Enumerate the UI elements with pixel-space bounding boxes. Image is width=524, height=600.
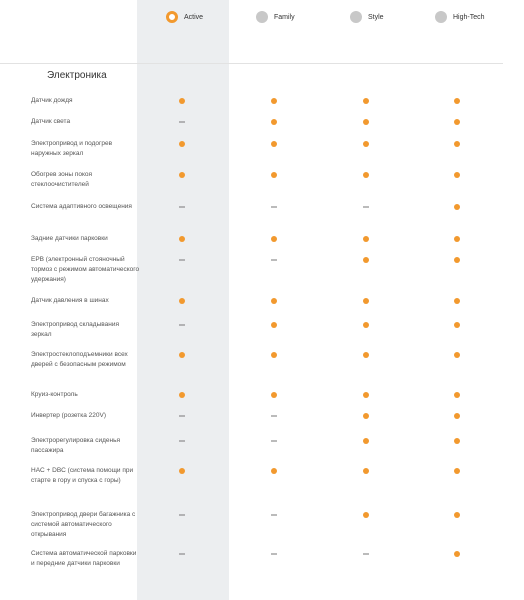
included-dot-icon — [271, 172, 277, 178]
feature-label: EPB (электронный стояночный тормоз с режимом автоматического удержания) — [31, 256, 140, 283]
included-dot-icon — [363, 413, 369, 419]
included-dot-icon — [454, 438, 460, 444]
not-included-dash-icon — [363, 207, 369, 208]
included-dot-icon — [179, 352, 185, 358]
feature-label: Обогрев зоны покоя стеклоочистителей — [31, 171, 93, 188]
included-dot-icon — [271, 298, 277, 304]
not-included-dash-icon — [179, 515, 185, 516]
feature-label: Электрорегулировка сиденья пассажира — [31, 437, 120, 454]
included-dot-icon — [179, 141, 185, 147]
feature-label: Электропривод и подогрев наружных зеркал — [31, 140, 113, 157]
included-dot-icon — [454, 468, 460, 474]
not-included-dash-icon — [271, 416, 277, 417]
included-dot-icon — [271, 468, 277, 474]
feature-label: HAC + DBC (система помощи при старте в гору и спуска с горы) — [31, 467, 134, 484]
trim-label-high-tech: High-Tech — [453, 13, 485, 21]
feature-label: Датчик дождя — [31, 97, 73, 104]
included-dot-icon — [454, 512, 460, 518]
included-dot-icon — [454, 298, 460, 304]
included-dot-icon — [363, 298, 369, 304]
not-included-dash-icon — [271, 441, 277, 442]
included-dot-icon — [271, 352, 277, 358]
included-dot-icon — [363, 119, 369, 125]
included-dot-icon — [454, 413, 460, 419]
not-included-dash-icon — [363, 554, 369, 555]
feature-label: Электростеклоподъемники всех дверей с безопасным режимом — [31, 351, 128, 368]
included-dot-icon — [271, 392, 277, 398]
feature-label: Датчик давления в шинах — [31, 297, 109, 304]
included-dot-icon — [363, 438, 369, 444]
feature-label: Система автоматической парковки и передние датчики парковки — [31, 550, 137, 567]
included-dot-icon — [363, 352, 369, 358]
included-dot-icon — [363, 392, 369, 398]
not-included-dash-icon — [179, 260, 185, 261]
not-included-dash-icon — [179, 325, 185, 326]
included-dot-icon — [271, 119, 277, 125]
not-included-dash-icon — [271, 554, 277, 555]
included-dot-icon — [454, 257, 460, 263]
included-dot-icon — [363, 468, 369, 474]
not-included-dash-icon — [271, 515, 277, 516]
included-dot-icon — [363, 141, 369, 147]
included-dot-icon — [454, 551, 460, 557]
trim-label-style: Style — [368, 13, 384, 21]
included-dot-icon — [363, 512, 369, 518]
included-dot-icon — [179, 468, 185, 474]
included-dot-icon — [454, 98, 460, 104]
feature-label: Система адаптивного освещения — [31, 203, 132, 210]
included-dot-icon — [179, 236, 185, 242]
included-dot-icon — [454, 392, 460, 398]
included-dot-icon — [179, 98, 185, 104]
feature-label: Датчик света — [31, 118, 71, 125]
included-dot-icon — [179, 172, 185, 178]
included-dot-icon — [363, 257, 369, 263]
trim-label-family: Family — [274, 13, 295, 21]
feature-label: Круиз-контроль — [31, 391, 78, 398]
feature-label: Задние датчики парковки — [31, 235, 108, 242]
included-dot-icon — [271, 98, 277, 104]
not-included-dash-icon — [179, 122, 185, 123]
not-included-dash-icon — [179, 416, 185, 417]
feature-label: Электропривод складывания зеркал — [31, 321, 119, 338]
included-dot-icon — [363, 172, 369, 178]
included-dot-icon — [271, 236, 277, 242]
not-included-dash-icon — [179, 207, 185, 208]
not-included-dash-icon — [271, 207, 277, 208]
included-dot-icon — [454, 236, 460, 242]
included-dot-icon — [454, 322, 460, 328]
included-dot-icon — [271, 322, 277, 328]
included-dot-icon — [363, 322, 369, 328]
included-dot-icon — [179, 298, 185, 304]
not-included-dash-icon — [271, 260, 277, 261]
feature-label: Инвертер (розетка 220V) — [31, 412, 107, 419]
included-dot-icon — [363, 236, 369, 242]
included-dot-icon — [454, 141, 460, 147]
included-dot-icon — [271, 141, 277, 147]
included-dot-icon — [179, 392, 185, 398]
included-dot-icon — [454, 204, 460, 210]
included-dot-icon — [454, 352, 460, 358]
included-dot-icon — [454, 119, 460, 125]
section-title: Электроника — [47, 70, 107, 81]
not-included-dash-icon — [179, 554, 185, 555]
included-dot-icon — [454, 172, 460, 178]
included-dot-icon — [363, 98, 369, 104]
not-included-dash-icon — [179, 441, 185, 442]
feature-label: Электропривод двери багажника с системой автоматического открывания — [31, 511, 136, 538]
trim-label-active: Active — [184, 13, 204, 21]
